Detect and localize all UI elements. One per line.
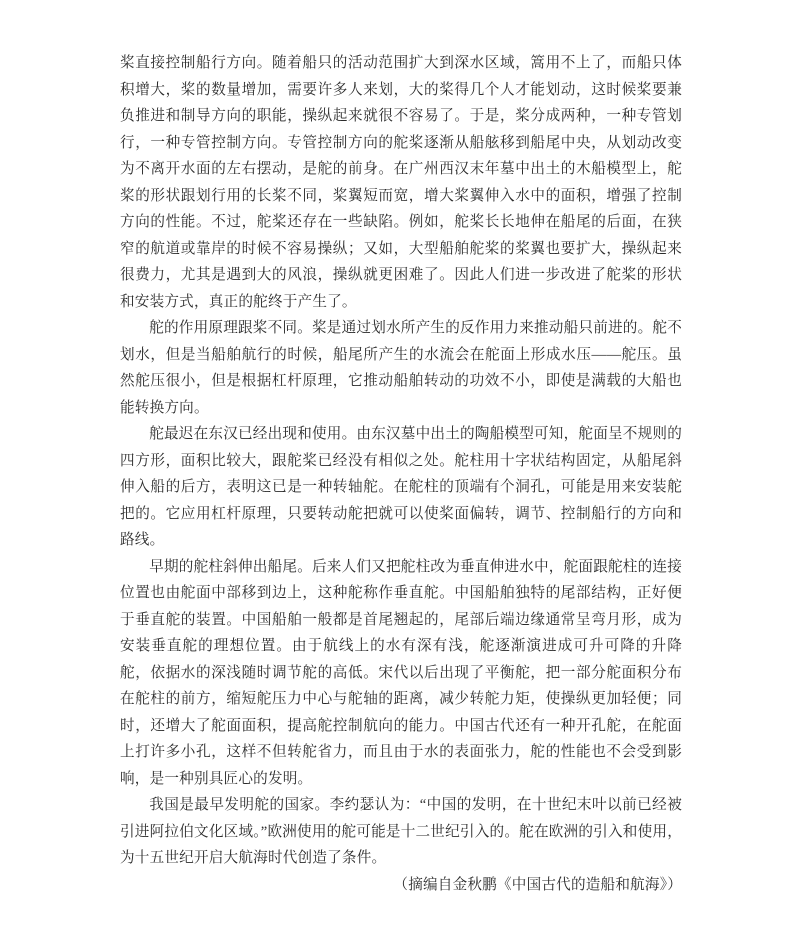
- body-paragraph-1: 桨直接控制船行方向。随着船只的活动范围扩大到深水区域，篙用不上了，而船只体积增大，桨的数量增加，需要许多人来划，大的桨得几个人才能划动，这时候桨要兼负推进和制导方向的职能，操纵起来就很不容易了。于是，桨分成两种，一种专管划行，一种专管控制方向。专管控制方向的舵桨逐渐从船舷移到船尾中央，从划动改变为不离开水面的左右摆动，是舵的前身。在广州西汉末年墓中出土的木船模型上，舵桨的形状跟划行用的长桨不同，桨翼短而宽，增大桨翼伸入水中的面积，增强了控制方向的性能。不过，舵桨还存在一些缺陷。例如，舵桨长长地伸在船尾的后面，在狭窄的航道或靠岸的时候不容易操纵；又如，大型船舶舵桨的桨翼也要扩大，操纵起来很费力，尤其是遇到大的风浪，操纵就更困难了。因此人们进一步改进了舵桨的形状和安装方式，真正的舵终于产生了。: [120, 55, 682, 310]
- article-body: [120, 50, 682, 898]
- source-citation: （摘编自金秋鹏《中国古代的造船和航海》）: [393, 876, 682, 893]
- body-paragraph-3: 舵最迟在东汉已经出现和使用。由东汉墓中出土的陶船模型可知，舵面呈不规则的四方形，面积比较大，跟舵桨已经没有相似之处。舵柱用十字状结构固定，从船尾斜伸入船的后方，表明这已是一种转轴舵。在舵柱的顶端有个洞孔，可能是用来安装舵把的。它应用杠杆原理，只要转动舵把就可以使桨面偏转，调节、控制船行的方向和路线。: [120, 426, 682, 548]
- body-paragraph-4: 早期的舵柱斜伸出船尾。后来人们又把舵柱改为垂直伸进水中，舵面跟舵柱的连接位置也由舵面中部移到边上，这种舵称作垂直舵。中国船舶独特的尾部结构，正好便于垂直舵的装置。中国船舶一般都是首尾翘起的，尾部后端边缘通常呈弯月形，成为安装垂直舵的理想位置。由于航线上的水有深有浅，舵逐渐演进成可升可降的升降舵，依据水的深浅随时调节舵的高低。宋代以后出现了平衡舵，把一部分舵面积分布在舵柱的前方，缩短舵压力中心与舵轴的距离，减少转舵力矩，使操纵更加轻便；同时，还增大了舵面面积，提高舵控制航向的能力。中国古代还有一种开孔舵，在舵面上打许多小孔，这样不但转舵省力，而且由于水的表面张力，舵的性能也不会受到影响，是一种别具匠心的发明。: [120, 558, 682, 787]
- body-paragraph-5: 我国是最早发明舵的国家。李约瑟认为：“中国的发明，在十世纪末叶以前已经被引进阿拉伯文化区域。”欧洲使用的舵可能是十二世纪引入的。舵在欧洲的引入和使用，为十五世纪开启大航海时代创造了条件。: [120, 797, 682, 866]
- body-paragraph-2: 舵的作用原理跟桨不同。桨是通过划水所产生的反作用力来推动船只前进的。舵不划水，但是当船舶航行的时候，船尾所产生的水流会在舵面上形成水压——舵压。虽然舵压很小，但是根据杠杆原理，它推动船舶转动的功效不小，即使是满载的大船也能转换方向。: [120, 320, 682, 416]
